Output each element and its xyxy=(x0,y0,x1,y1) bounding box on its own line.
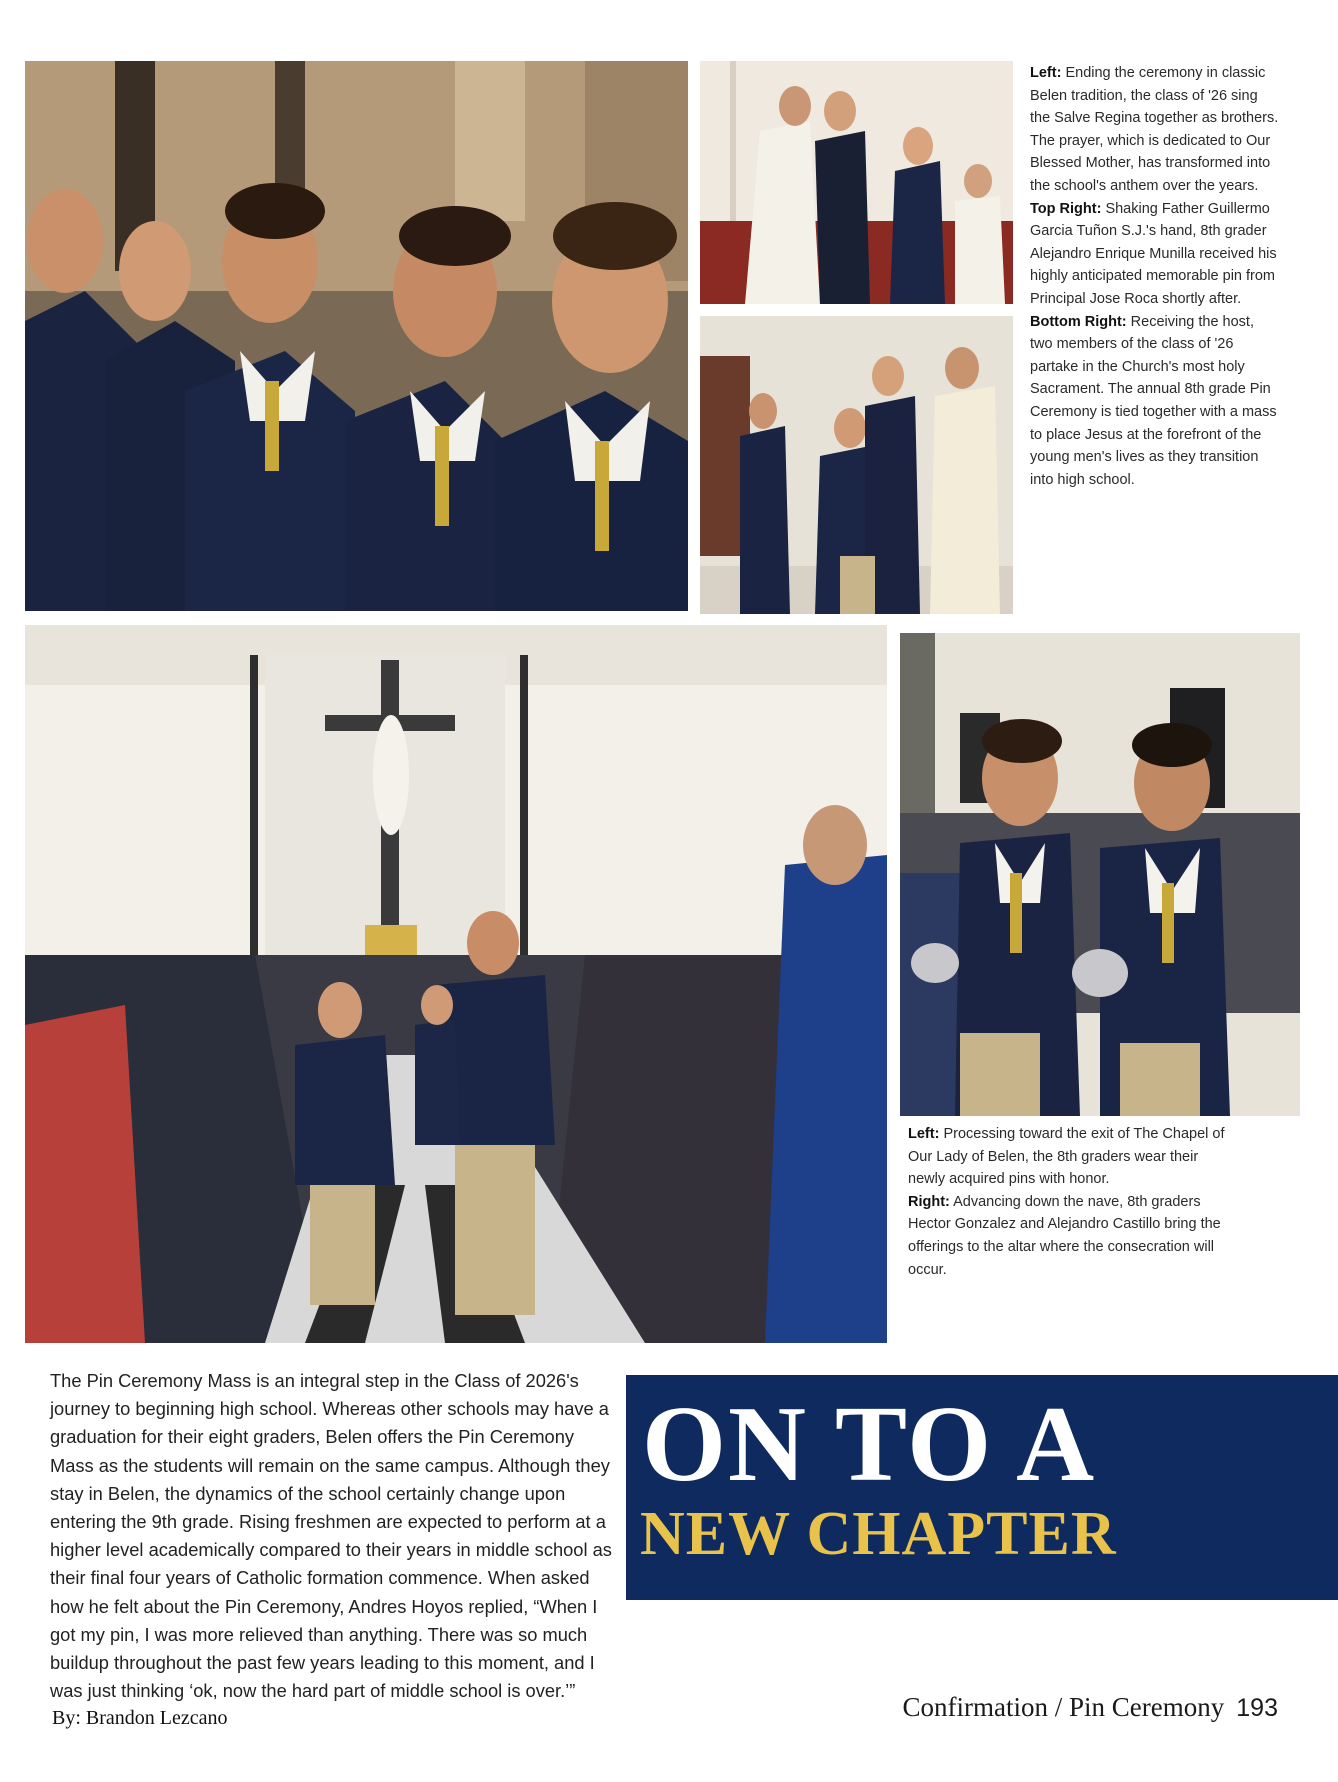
headline-line2: NEW CHAPTER xyxy=(640,1500,1117,1568)
photo-communion xyxy=(700,316,1013,614)
photo-offerings xyxy=(900,633,1300,1116)
section-title: Confirmation / Pin Ceremony xyxy=(902,1692,1225,1722)
headline-box xyxy=(626,1375,1338,1600)
caption-top-bottom-right: Bottom Right: Receiving the host, two members of the class of '26 partake in the Church's most holy Sacrament. The annual 8th grade Pin Ceremony is tied together with a mass to place Jesus at the forefront of the young men's lives as they transition into high school. xyxy=(1030,313,1277,488)
article-byline: By: Brandon Lezcano xyxy=(52,1707,228,1729)
caption-top-left: Left: Ending the ceremony in classic Belen tradition, the class of '26 sing the Salve Regina together as brothers. The prayer, which is dedicated to Our Blessed Mother, has transformed into the school's anthem over the years. xyxy=(1030,65,1279,194)
photo-students-singing xyxy=(25,61,688,611)
caption-bottom-right: Right: Advancing down the nave, 8th graders Hector Gonzalez and Alejandro Castillo bring the offerings to the altar where the consecration will occur. xyxy=(908,1193,1221,1278)
headline-line1: ON TO A xyxy=(642,1385,1097,1504)
photo-handshake xyxy=(700,61,1013,304)
page-footer xyxy=(903,1692,1278,1723)
caption-bottom xyxy=(908,1123,1238,1281)
caption-top xyxy=(1030,62,1280,491)
page-number: 193 xyxy=(1236,1694,1278,1722)
article-body: The Pin Ceremony Mass is an integral step in the Class of 2026's journey to beginning high school. Whereas other schools may have a graduation for their eight graders, Belen offers the Pin Ceremony Mass as the students will remain on the same campus. Although they stay in Belen, the dynamics of the school certainly change upon entering the 9th grade. Rising freshmen are expected to perform at a higher level academically compared to their years in middle school as their final four years of Catholic formation commence. When asked how he felt about the Pin Ceremony, Andres Hoyos replied, “When I got my pin, I was more relieved than anything. There was so much buildup throughout the past few years leading to this moment, and I was just thinking ‘ok, now the hard part of middle school is over.’” xyxy=(50,1370,612,1702)
caption-bottom-left: Left: Processing toward the exit of The Chapel of Our Lady of Belen, the 8th graders wear their newly acquired pins with honor. xyxy=(908,1126,1225,1188)
caption-top-top-right: Top Right: Shaking Father Guillermo Garcia Tuñon S.J.'s hand, 8th grader Alejandro Enrique Munilla received his highly anticipated memorable pin from Principal Jose Roca shortly after. xyxy=(1030,200,1277,307)
photo-chapel-procession xyxy=(25,625,887,1343)
